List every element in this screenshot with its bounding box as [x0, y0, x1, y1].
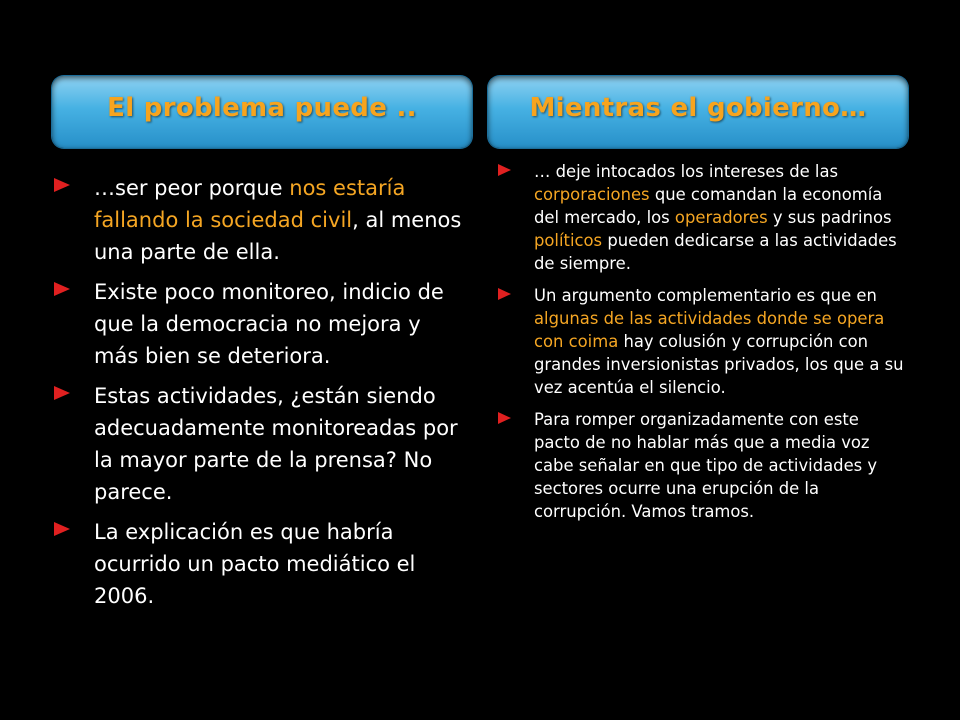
bullet-text: , al menos una parte de ella.: [94, 208, 462, 264]
arrow-bullet-icon: [498, 412, 511, 424]
highlighted-text: operadores: [674, 208, 768, 227]
arrow-bullet-icon: [54, 178, 70, 192]
bullet-text: hay colusión y corrupción con grandes inversionistas privados, los que a su vez acentúa el silencio.: [534, 332, 904, 397]
bullet-item: [54, 276, 464, 372]
header-left: [52, 76, 472, 148]
arrow-bullet-icon: [498, 288, 511, 300]
arrow-bullet-icon: [54, 282, 70, 296]
highlighted-text: algunas de las actividades donde se opera con coima: [534, 309, 885, 351]
highlighted-text: nos estaría fallando la sociedad civil: [94, 176, 406, 232]
bullet-item: [498, 284, 908, 399]
bullet-item: [498, 408, 908, 523]
bullet-item: [54, 172, 464, 268]
bullet-text: Existe poco monitoreo, indicio de que la democracia no mejora y más bien se deteriora.: [94, 280, 444, 368]
bullet-text: La explicación es que habría ocurrido un pacto mediático el 2006.: [94, 520, 416, 608]
arrow-bullet-icon: [54, 522, 70, 536]
bullet-item: [54, 380, 464, 508]
highlighted-text: políticos: [534, 231, 603, 250]
header-right: [488, 76, 908, 148]
bullet-item: [54, 516, 464, 612]
bullet-text: … deje intocados los intereses de las: [534, 162, 839, 181]
header-left-title: El problema puede ..: [107, 93, 417, 123]
header-right-title: Mientras el gobierno…: [529, 93, 867, 123]
bullet-text: …ser peor porque: [94, 176, 290, 200]
bullet-text: y sus padrinos: [767, 208, 892, 227]
bullet-item: [498, 160, 908, 275]
left-bullet-list: [54, 172, 464, 620]
arrow-bullet-icon: [54, 386, 70, 400]
bullet-text: pueden dedicarse a las actividades de siempre.: [534, 231, 897, 273]
bullet-text: Un argumento complementario es que en: [534, 286, 877, 305]
bullet-text: que comandan la economía del mercado, los: [534, 185, 883, 227]
arrow-bullet-icon: [498, 164, 511, 176]
right-bullet-list: [498, 160, 908, 532]
bullet-text: Para romper organizadamente con este pacto de no hablar más que a media voz cabe señalar en que tipo de actividades y sectores ocurre una erupción de la corrupción. Vamos tramos.: [534, 410, 878, 521]
bullet-text: Estas actividades, ¿están siendo adecuadamente monitoreadas por la mayor parte de la prensa? No parece.: [94, 384, 458, 504]
highlighted-text: corporaciones: [534, 185, 650, 204]
